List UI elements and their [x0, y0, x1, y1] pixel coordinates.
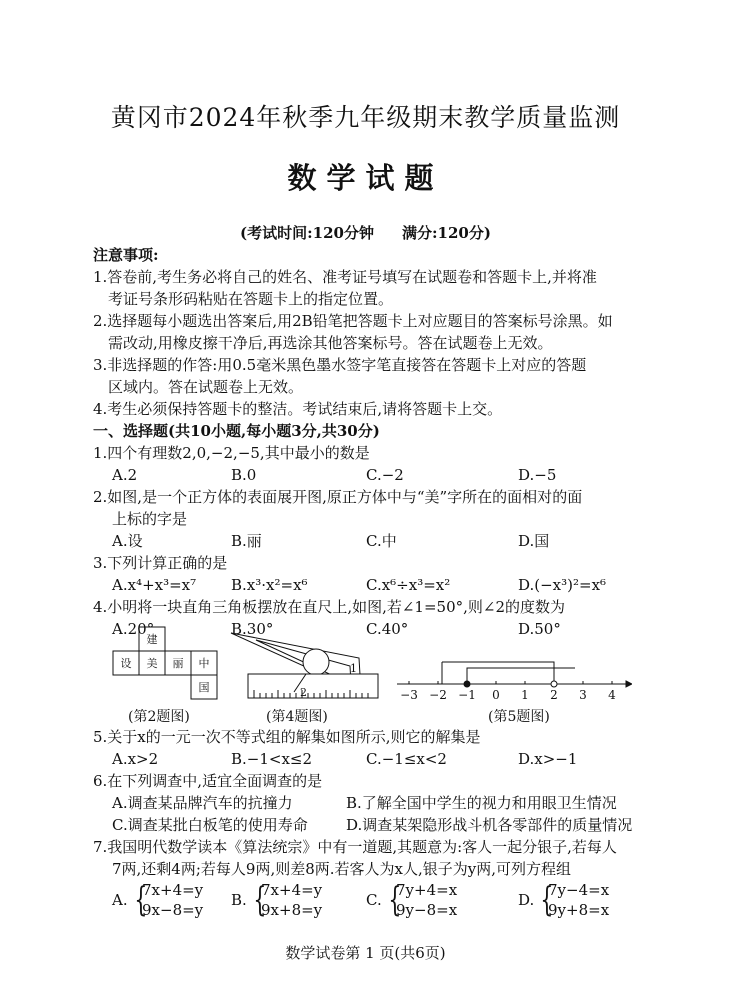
q1-option-b: B.0 [231, 466, 257, 484]
tick-label: 2 [550, 688, 558, 702]
q3-option-d: D.(−x³)²=x⁶ [518, 576, 607, 594]
question-6-stem: 6.在下列调查中,适宜全面调查的是 [93, 772, 323, 790]
q5-option-c: C.−1≤x<2 [366, 750, 447, 768]
question-1-stem: 1.四个有理数2,0,−2,−5,其中最小的数是 [93, 444, 370, 462]
page-footer: 数学试卷第 1 页(共6页) [285, 944, 446, 962]
q7-option-label: B. [231, 891, 247, 909]
tick-label: 0 [492, 688, 500, 702]
angle-1-label: 1 [350, 662, 357, 675]
q7-option-label: D. [518, 891, 535, 909]
note-line: 3.非选择题的作答:用0.5毫米黑色墨水签字笔直接答在答题卡上对应的答题 [93, 356, 587, 374]
straight-ruler [248, 674, 378, 698]
left-brace-icon: { [540, 880, 554, 920]
question-5-stem: 5.关于x的一元一次不等式组的解集如图所示,则它的解集是 [93, 728, 481, 746]
figure-5-number-line [392, 652, 632, 702]
q6-option-c: C.调查某批白板笔的使用寿命 [112, 816, 308, 834]
q7-equation-1: 7x+4=y [261, 881, 323, 899]
q7-option-label: C. [366, 891, 382, 909]
tick-label: 1 [521, 688, 529, 702]
q6-option-b: B.了解全国中学生的视力和用眼卫生情况 [346, 794, 617, 812]
net-cell-label: 丽 [172, 657, 184, 670]
q7-option-d [518, 880, 628, 922]
q6-option-a: A.调查某品牌汽车的抗撞力 [112, 794, 293, 812]
q5-option-b: B.−1<x≤2 [231, 750, 313, 768]
q1-option-a: A.2 [112, 466, 138, 484]
section-heading: 一、选择题(共10小题,每小题3分,共30分) [93, 422, 380, 440]
net-cell-label: 美 [146, 657, 158, 670]
question-7-stem-cont: 7两,还剩4两;若每人9两,则差8两.若客人为x人,银子为y两,可列方程组 [112, 860, 572, 878]
q1-option-c: C.−2 [366, 466, 404, 484]
q7-option-label: A. [112, 891, 128, 909]
note-line: 需改动,用橡皮擦干净后,再选涂其他答案标号。答在试题卷上无效。 [108, 334, 553, 352]
q3-option-a: A.x⁴+x³=x⁷ [112, 576, 197, 594]
q7-option-b [231, 880, 341, 922]
left-brace-icon: { [253, 880, 267, 920]
note-line: 考证号条形码粘贴在答题卡上的指定位置。 [108, 290, 394, 308]
q6-option-d: D.调查某架隐形战斗机各零部件的质量情况 [346, 816, 633, 834]
q4-option-c: C.40° [366, 620, 409, 638]
exam-title: 黄冈市2024年秋季九年级期末教学质量监测 [110, 103, 621, 132]
q7-equation-2: 9y−8=x [396, 901, 458, 919]
exam-full-score: 满分:120分) [402, 224, 491, 242]
q5-option-d: D.x>−1 [518, 750, 578, 768]
q2-option-d: D.国 [518, 532, 550, 550]
q3-option-b: B.x³·x²=x⁶ [231, 576, 308, 594]
interval-ge-neg1 [467, 668, 575, 684]
exam-time-info [0, 222, 731, 243]
q7-equation-2: 9x−8=y [142, 901, 204, 919]
q3-option-c: C.x⁶÷x³=x² [366, 576, 451, 594]
axis-arrow [626, 681, 632, 687]
notes-heading: 注意事项: [93, 246, 159, 264]
question-7-stem: 7.我国明代数学读本《算法统宗》中有一道题,其题意为:客人一起分银子,若每人 [93, 838, 617, 856]
figure-4-caption: (第4题图) [266, 709, 328, 725]
q4-option-a: A.20° [112, 620, 155, 638]
exam-duration: (考试时间:120分钟 [240, 224, 374, 242]
interval-lt-2 [442, 662, 554, 684]
note-line: 2.选择题每小题选出答案后,用2B铅笔把答题卡上对应题目的答案标号涂黑。如 [93, 312, 613, 330]
q2-option-b: B.丽 [231, 532, 262, 550]
left-brace-icon: { [388, 880, 402, 920]
figure-2-cube-net [110, 626, 220, 702]
ruler-knob [303, 649, 329, 675]
note-line: 区域内。答在试题卷上无效。 [108, 378, 304, 396]
left-brace-icon: { [134, 880, 148, 920]
q4-option-b: B.30° [231, 620, 274, 638]
q2-option-a: A.设 [112, 532, 143, 550]
q7-option-c [366, 880, 476, 922]
question-3-stem: 3.下列计算正确的是 [93, 554, 228, 572]
q7-equation-2: 9y+8=x [548, 901, 610, 919]
closed-point-neg1 [464, 681, 470, 687]
q7-equation-2: 9x+8=y [261, 901, 323, 919]
net-cell-label: 国 [198, 681, 210, 694]
q2-option-c: C.中 [366, 532, 397, 550]
q7-equation-1: 7y−4=x [548, 881, 610, 899]
q7-equation-1: 7x+4=y [142, 881, 204, 899]
figure-5-caption: (第5题图) [488, 709, 550, 725]
note-line: 4.考生必须保持答题卡的整洁。考试结束后,请将答题卡上交。 [93, 400, 503, 418]
tick-label: 3 [579, 688, 587, 702]
tick-label: −3 [400, 688, 418, 702]
q1-option-d: D.−5 [518, 466, 557, 484]
figure-4-triangle-ruler [226, 630, 386, 704]
angle-2-label: 2 [300, 686, 307, 699]
net-cell-label: 设 [120, 657, 132, 670]
question-4-stem: 4.小明将一块直角三角板摆放在直尺上,如图,若∠1=50°,则∠2的度数为 [93, 598, 565, 616]
tick-label: −2 [429, 688, 447, 702]
q7-option-a [112, 880, 222, 922]
open-point-2 [551, 681, 557, 687]
q5-option-a: A.x>2 [112, 750, 159, 768]
q7-equation-1: 7y+4=x [396, 881, 458, 899]
question-2-stem: 2.如图,是一个正方体的表面展开图,原正方体中与“美”字所在的面相对的面 [93, 488, 583, 506]
tick-label: −1 [458, 688, 476, 702]
q4-option-d: D.50° [518, 620, 561, 638]
net-cell-label: 中 [198, 657, 210, 670]
exam-subtitle: 数学试题 [287, 161, 444, 195]
question-2-stem-cont: 上标的字是 [112, 510, 188, 528]
tick-label: 4 [608, 688, 616, 702]
net-cell-label: 建 [146, 633, 158, 646]
note-line: 1.答卷前,考生务必将自己的姓名、准考证号填写在试题卷和答题卡上,并将准 [93, 268, 597, 286]
figure-2-caption: (第2题图) [128, 709, 190, 725]
